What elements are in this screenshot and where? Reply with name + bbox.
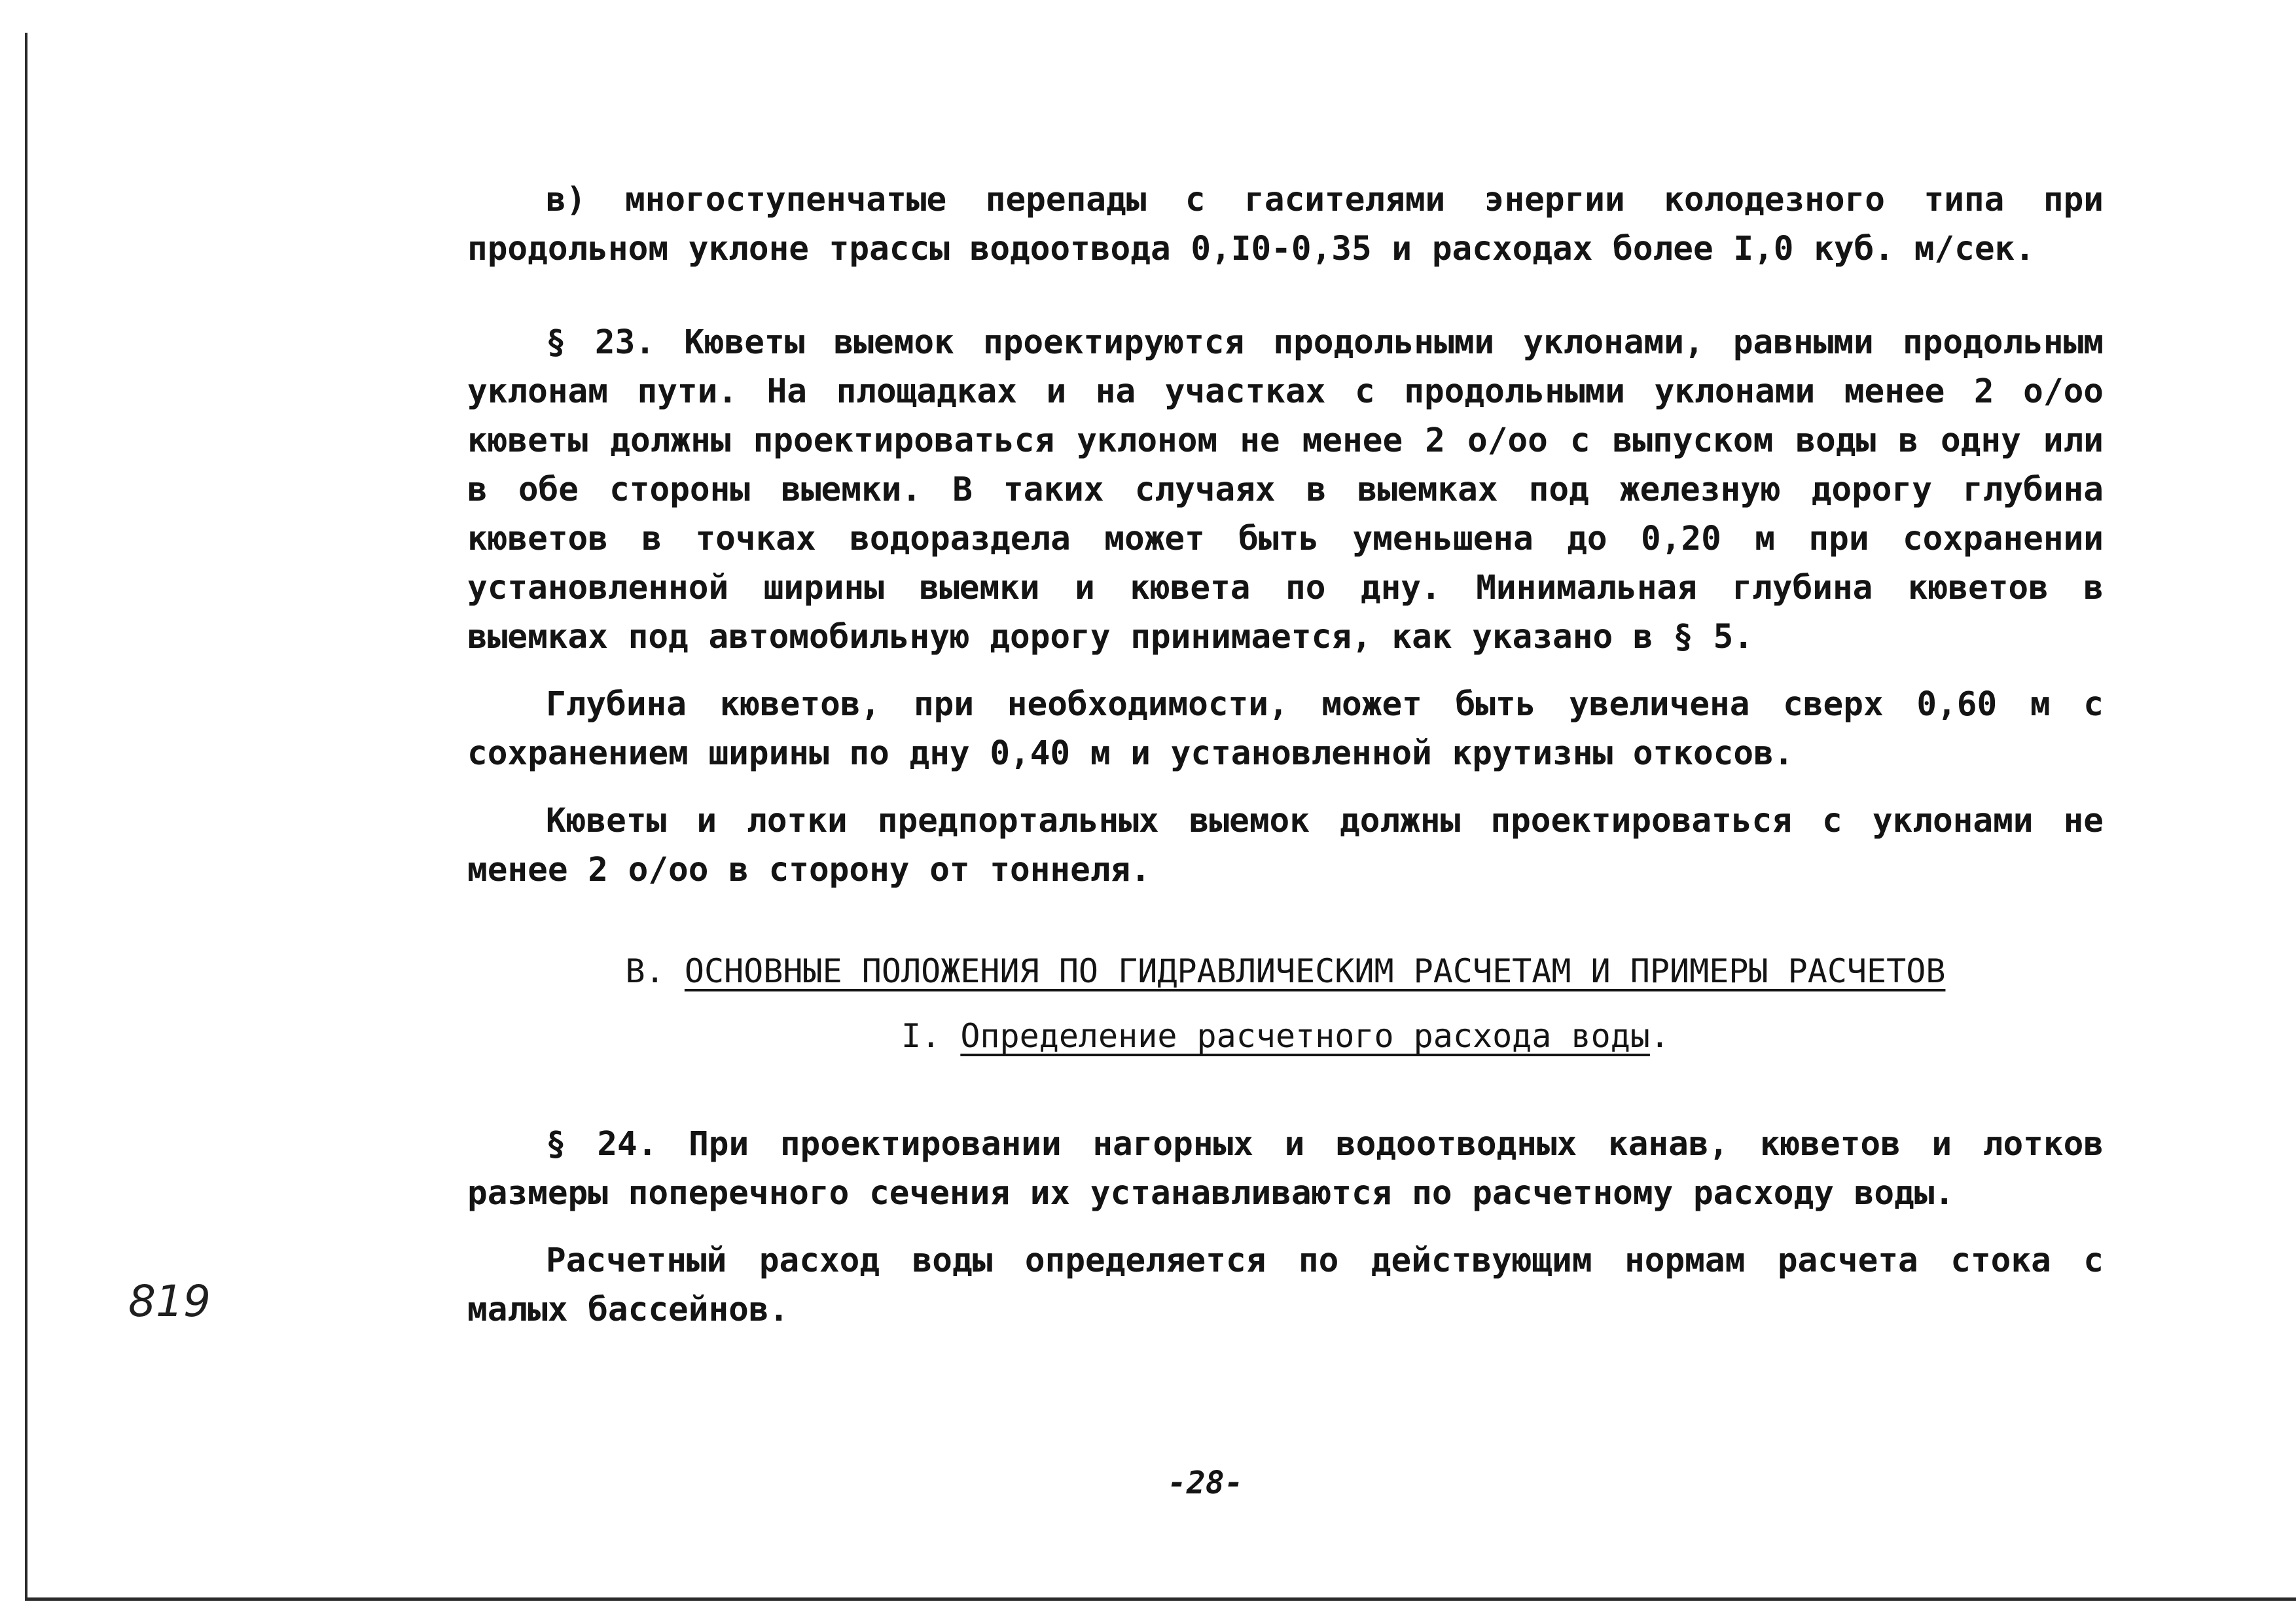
document-body — [467, 175, 2104, 1334]
handwritten-margin-number: 819 — [128, 1276, 211, 1327]
page-frame-left-border — [25, 33, 27, 1600]
page-number: -28- — [1168, 1465, 1244, 1501]
paragraph-item-v: в) многоступенчатые перепады с гасителями энергии колодезного типа при продольном уклоне трассы водоотвода 0,I0-0,35 и расходах более I,0 куб. м/сек. — [467, 181, 2104, 268]
subsection-heading-suffix: . — [1649, 1017, 1670, 1055]
section-heading-title: ОСНОВНЫЕ ПОЛОЖЕНИЯ ПО ГИДРАВЛИЧЕСКИМ РАСЧЕТАМ И ПРИМЕРЫ РАСЧЕТОВ — [684, 952, 1946, 990]
paragraph-design-flow: Расчетный расход воды определяется по действующим нормам расчета стока с малых бассейнов. — [467, 1241, 2104, 1329]
page-frame-bottom-border — [25, 1597, 2296, 1601]
paragraph-portal-ditches: Кюветы и лотки предпортальных выемок должны проектироваться с уклонами не менее 2 о/оо в сторону от тоннеля. — [467, 802, 2104, 889]
section-heading-prefix: В. — [625, 952, 665, 990]
paragraph-section-23: § 23. Кюветы выемок проектируются продольными уклонами, равными продольным уклонам пути. На площадках и на участках с продольными уклонами менее 2 о/оо кюветы должны проектироваться уклоном не менее 2 о/оо с выпуском воды в одну или в обе стороны выемки. В таких случаях в выемках под железную дорогу глубина кюветов в точках водораздела может быть уменьшена до 0,20 м при сохранении установленной ширины выемки и кювета по дну. Минимальная глубина кюветов в выемках под автомобильную дорогу принимается, как указано в § 5. — [467, 323, 2104, 656]
paragraph-ditch-depth: Глубина кюветов, при необходимости, может быть увеличена сверх 0,60 м с сохранением ширины по дну 0,40 м и установленной крутизны откосов. — [467, 685, 2104, 773]
section-heading — [467, 947, 2104, 996]
subsection-heading — [467, 1012, 2104, 1061]
paragraph-section-24: § 24. При проектировании нагорных и водоотводных канав, кюветов и лотков размеры поперечного сечения их устанавливаются по расчетному расходу воды. — [467, 1125, 2104, 1213]
subsection-heading-title: Определение расчетного расхода воды — [960, 1017, 1650, 1055]
subsection-heading-prefix: I. — [901, 1017, 941, 1055]
